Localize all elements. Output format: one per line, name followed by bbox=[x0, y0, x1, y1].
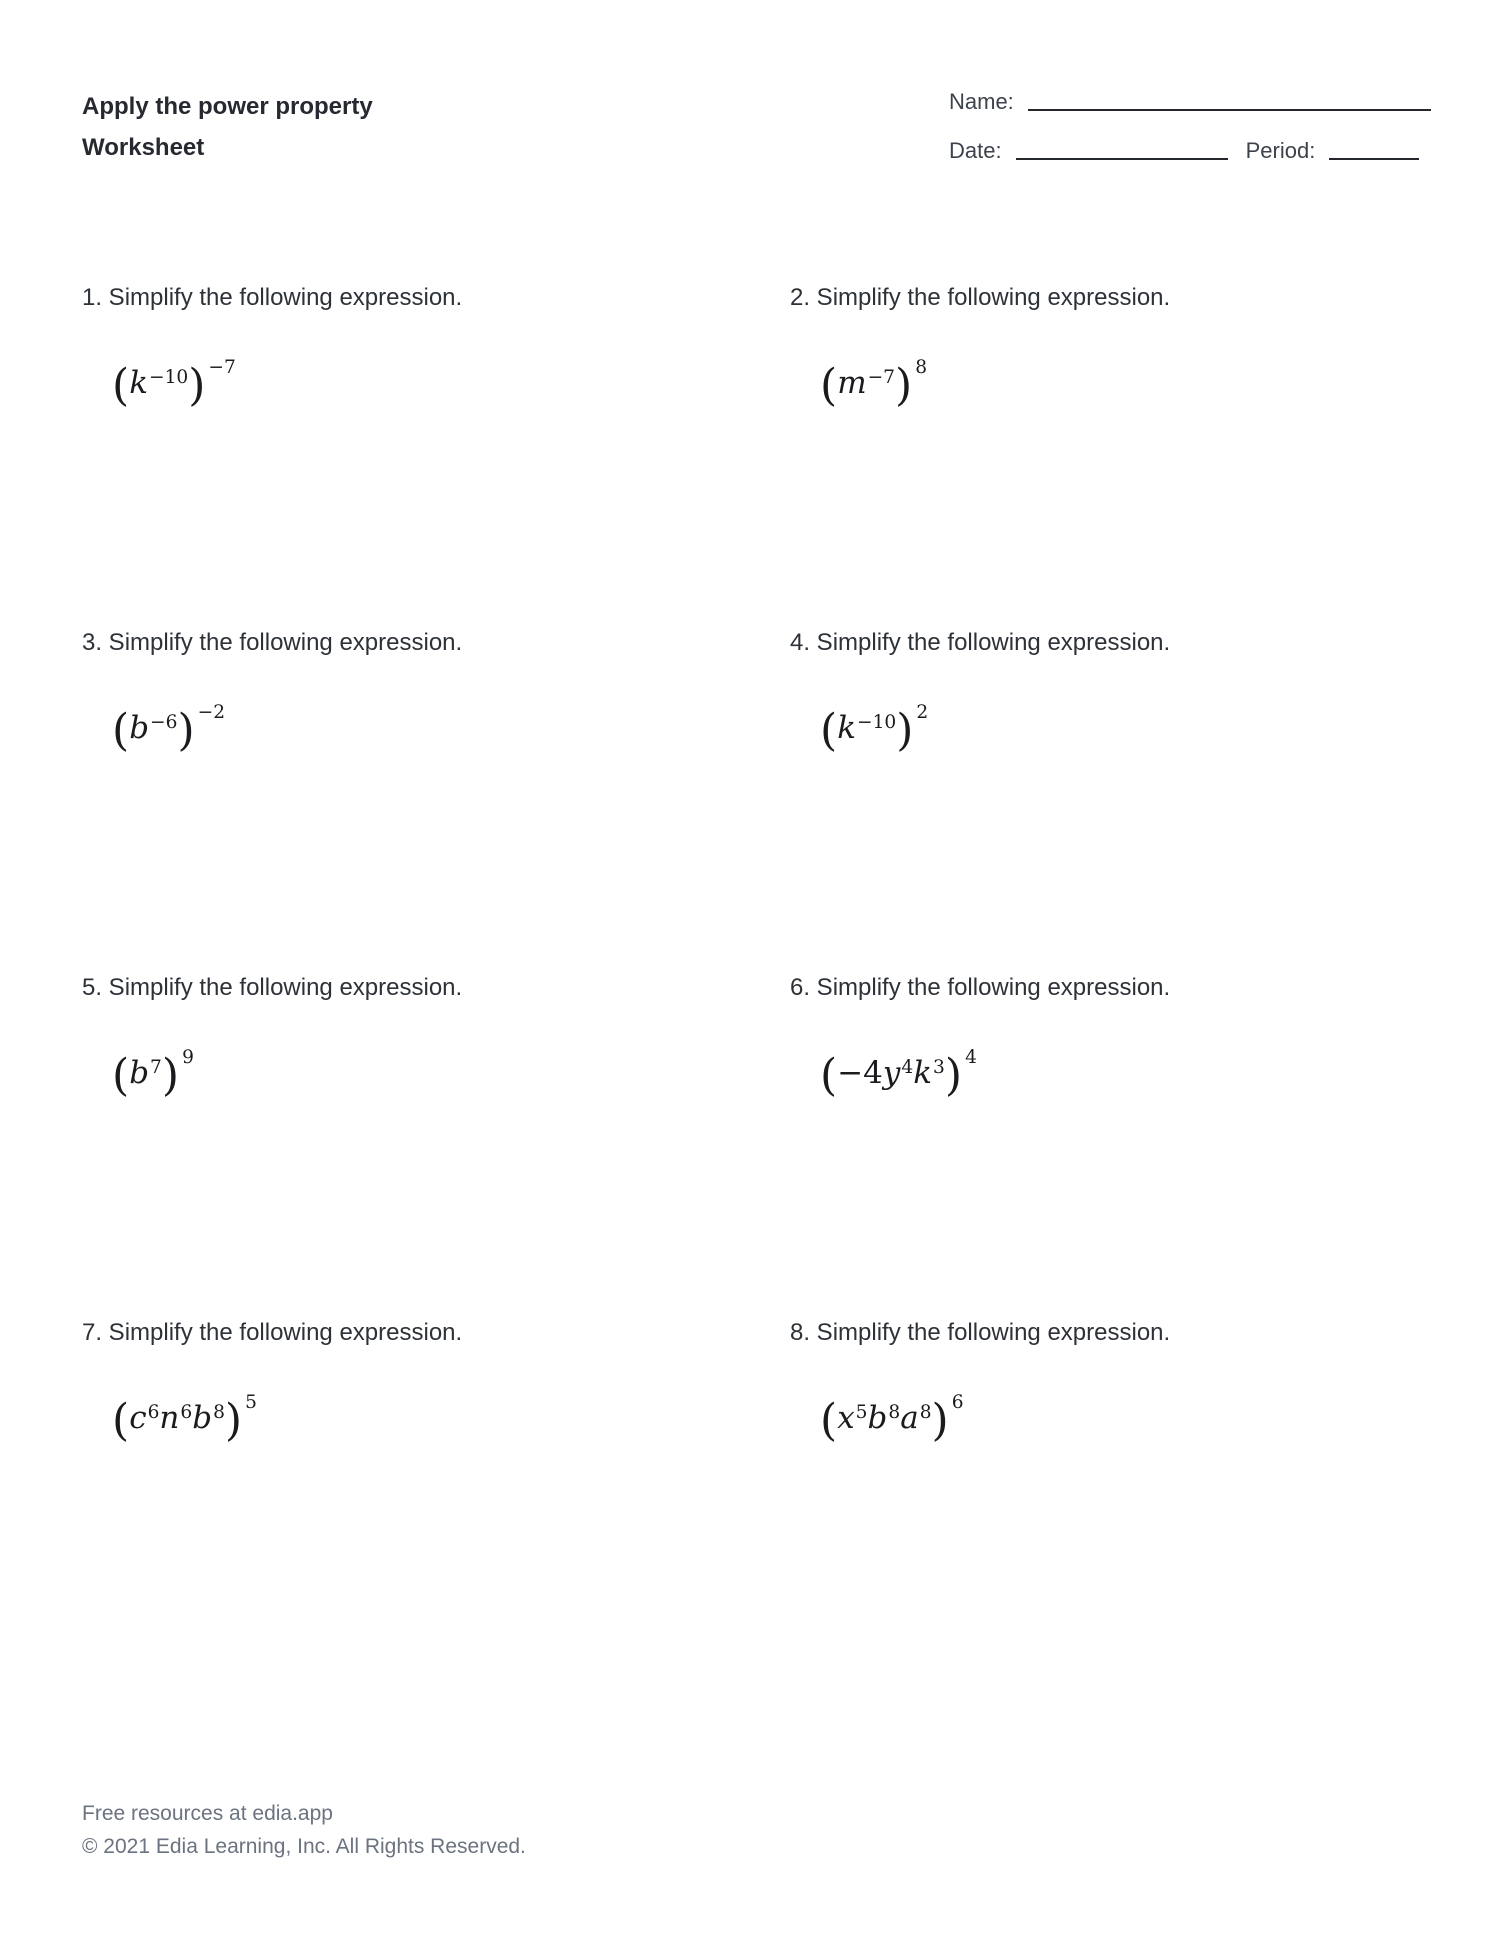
math-variable: n bbox=[159, 1400, 180, 1437]
math-inner-exponent: 7 bbox=[150, 1057, 162, 1079]
problems-grid bbox=[82, 283, 1431, 1663]
close-paren: ) bbox=[895, 360, 913, 412]
problems-row-1 bbox=[82, 283, 1431, 628]
math-inner-exponent: 8 bbox=[213, 1402, 225, 1424]
open-paren: ( bbox=[112, 360, 130, 412]
math-outer-exponent: −7 bbox=[208, 357, 236, 378]
worksheet-title-line1: Apply the power property bbox=[82, 93, 373, 120]
math-inner-exponent: 6 bbox=[180, 1402, 193, 1424]
math-inner-exponent: 8 bbox=[919, 1402, 932, 1424]
problem-7 bbox=[82, 1318, 790, 1663]
problem-5-prompt: 5. Simplify the following expression. bbox=[82, 974, 463, 1001]
problem-5 bbox=[82, 973, 790, 1318]
math-outer-exponent: 8 bbox=[915, 357, 928, 378]
date-label: Date: bbox=[949, 138, 1002, 163]
math-variable: y bbox=[882, 1055, 901, 1092]
math-variable: x bbox=[837, 1400, 855, 1437]
math-variable: k bbox=[913, 1055, 933, 1092]
problem-2-prompt: 2. Simplify the following expression. bbox=[790, 284, 1171, 311]
period-blank-line bbox=[1329, 157, 1419, 160]
math-variable: b bbox=[867, 1400, 888, 1437]
close-paren: ) bbox=[896, 705, 914, 757]
problem-1-prompt: 1. Simplify the following expression. bbox=[82, 284, 463, 311]
math-inner-exponent: −10 bbox=[148, 367, 189, 389]
page-footer bbox=[82, 1797, 526, 1863]
date-blank-line bbox=[1016, 157, 1228, 160]
math-inner-exponent: −7 bbox=[867, 367, 896, 389]
problem-4-expression bbox=[790, 681, 1431, 763]
problem-5-expression bbox=[82, 1026, 790, 1108]
open-paren: ( bbox=[112, 1050, 130, 1102]
math-variable: k bbox=[837, 710, 856, 747]
math-inner-exponent: −6 bbox=[150, 712, 178, 734]
open-paren: ( bbox=[112, 1395, 130, 1447]
math-variable: c bbox=[129, 1400, 147, 1437]
problem-6-prompt: 6. Simplify the following expression. bbox=[790, 974, 1171, 1001]
math-variable: b bbox=[192, 1400, 213, 1437]
name-label: Name: bbox=[949, 89, 1014, 114]
math-inner-exponent: 4 bbox=[901, 1057, 914, 1079]
math-variable: m bbox=[837, 365, 867, 402]
close-paren: ) bbox=[224, 1395, 243, 1447]
math-outer-exponent: 9 bbox=[182, 1047, 194, 1068]
math-outer-exponent: −2 bbox=[197, 702, 226, 723]
problem-3 bbox=[82, 628, 790, 973]
problem-8 bbox=[790, 1318, 1431, 1663]
open-paren: ( bbox=[820, 705, 838, 757]
problems-row-4 bbox=[82, 1318, 1431, 1663]
math-variable: b bbox=[129, 710, 150, 747]
date-period-field-row bbox=[949, 137, 1431, 165]
math-variable: k bbox=[129, 365, 148, 402]
math-inner-exponent: −10 bbox=[856, 712, 897, 734]
problem-8-prompt: 8. Simplify the following expression. bbox=[790, 1319, 1171, 1346]
worksheet-title bbox=[82, 86, 373, 168]
problem-3-expression bbox=[82, 681, 790, 763]
problem-4-prompt: 4. Simplify the following expression. bbox=[790, 629, 1171, 656]
open-paren: ( bbox=[820, 360, 838, 412]
problem-1-expression bbox=[82, 336, 790, 418]
problem-4 bbox=[790, 628, 1431, 973]
math-outer-exponent: 6 bbox=[951, 1392, 964, 1413]
name-field-row bbox=[949, 88, 1431, 116]
problems-row-2 bbox=[82, 628, 1431, 973]
problem-6 bbox=[790, 973, 1431, 1318]
close-paren: ) bbox=[177, 705, 195, 757]
footer-resources-line: Free resources at edia.app bbox=[82, 1802, 333, 1825]
open-paren: ( bbox=[820, 1395, 838, 1447]
math-inner-exponent: 5 bbox=[855, 1402, 868, 1424]
problem-2-expression bbox=[790, 336, 1431, 418]
math-coefficient: −4 bbox=[837, 1055, 883, 1092]
close-paren: ) bbox=[161, 1050, 180, 1102]
problem-3-prompt: 3. Simplify the following expression. bbox=[82, 629, 463, 656]
problem-7-expression bbox=[82, 1371, 790, 1453]
problem-6-expression bbox=[790, 1026, 1431, 1108]
close-paren: ) bbox=[944, 1050, 963, 1102]
problem-7-prompt: 7. Simplify the following expression. bbox=[82, 1319, 463, 1346]
math-inner-exponent: 8 bbox=[888, 1402, 901, 1424]
math-variable: b bbox=[129, 1055, 150, 1092]
student-fields bbox=[949, 86, 1431, 165]
problem-8-expression bbox=[790, 1371, 1431, 1453]
math-inner-exponent: 3 bbox=[933, 1057, 945, 1079]
close-paren: ) bbox=[931, 1395, 949, 1447]
math-variable: a bbox=[900, 1400, 919, 1437]
math-outer-exponent: 4 bbox=[965, 1047, 977, 1068]
worksheet-title-line2: Worksheet bbox=[82, 134, 205, 161]
close-paren: ) bbox=[188, 360, 206, 412]
worksheet-header bbox=[82, 86, 1431, 168]
open-paren: ( bbox=[820, 1050, 838, 1102]
problem-2 bbox=[790, 283, 1431, 628]
problem-1 bbox=[82, 283, 790, 628]
problems-row-3 bbox=[82, 973, 1431, 1318]
footer-copyright-line: © 2021 Edia Learning, Inc. All Rights Reserved. bbox=[82, 1835, 526, 1858]
math-inner-exponent: 6 bbox=[147, 1402, 160, 1424]
math-outer-exponent: 2 bbox=[916, 702, 929, 723]
period-label: Period: bbox=[1245, 138, 1316, 163]
open-paren: ( bbox=[112, 705, 130, 757]
name-blank-line bbox=[1028, 108, 1431, 111]
math-outer-exponent: 5 bbox=[245, 1392, 257, 1413]
